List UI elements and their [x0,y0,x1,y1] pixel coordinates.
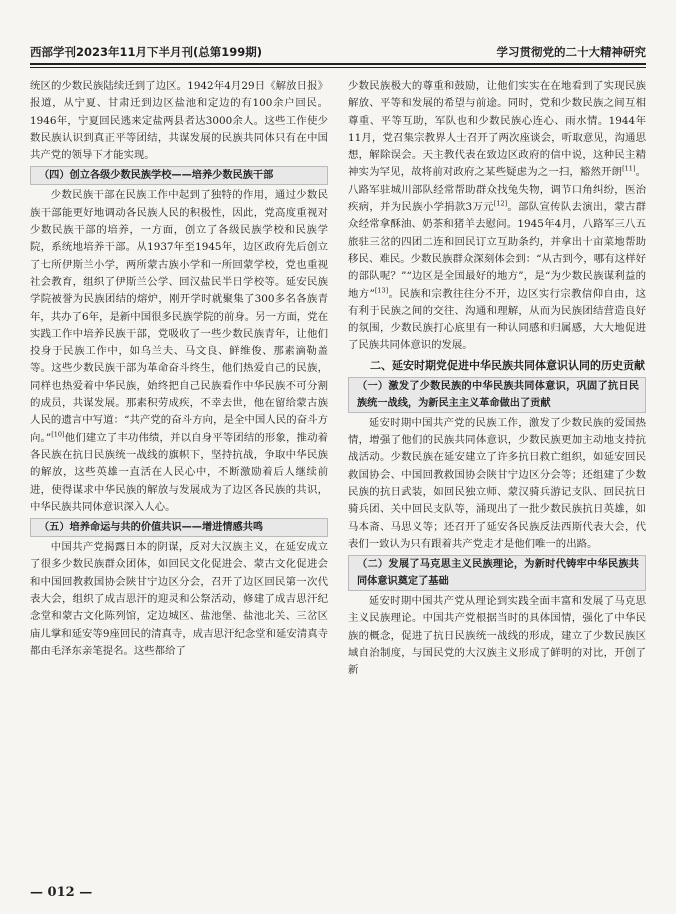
page-header [30,38,646,60]
text: 少数民族干部在民族工作中起到了独特的作用，通过少数民族干部能更好地调动各民族人民的积极性，因此，党高度重视对少数民族干部的培养，一方面，创立了各级民族学校和民族学院，系统地培养干部。从1937年至1945年，边区政府先后创立了七所伊斯兰小学，两所蒙古族小学和一所回蒙学校，党也重视社会教育，组织了伊斯兰公学、回汉盐民半日学校等。延安民族学院被誉为民族团结的熔炉，刚开学时就聚集了300多名各族青年，共办了6年，是新中国很多民族学院的前身。另一方面，党在实践工作中培养民族干部，党吸收了一些少数民族青年，让他们投身于民族工作中，如乌兰夫、马文良、鲜维俊、那素滴勒盖等。这些少数民族干部为革命奋斗终生，他们热爱自己的民族，同样也热爱着中华民族，始终把自己民族看作中华民族不可分割的成员，共谋发展。那素积劳成疾，不幸去世，他在留给蒙古族人民的遗言中写道：“共产党的奋斗方向，是全中国人民的奋斗方向。” [30,189,328,444]
text: 。民族和宗教往往分不开，边区实行宗教信仰自由，这有利于民族之间的交往、沟通和理解，从而为民族团结营造良好的氛围，少数民族打心底里有一种认同感和归属感，大大地促进了民族共同体意识的发展。 [348,287,647,352]
journal-title: 西部学刊2023年11月下半月刊(总第199期) [30,45,263,59]
column-title: 学习贯彻党的二十大精神研究 [496,45,646,59]
subsection-heading-5: （五）培养命运与共的价值共识——增进情感共鸣 [30,518,328,537]
page-number: — 012 — [30,885,93,900]
citation: [11] [622,165,636,174]
paragraph [30,187,328,516]
paragraph: 延安时期中国共产党的民族工作，激发了少数民族的爱国热情，增强了他们的民族共同体意识，少数民族更加主动地支持抗战活动。少数民族在延安建立了许多抗日救亡组织，如延安回民救国协会、中国回教救国协会陕甘宁边区分会等；还组建了少数民族的抗日武装，如回民独立师、蒙汉骑兵游记支队、回民抗日骑兵团、关中回民支队等，涌现出了一批少数民族抗日英雄，如马本斋、马思义等；还召开了延安各民族反法西斯代表大会，代表们一致认为只有跟着共产党走才是他们唯一的出路。 [348,416,646,550]
paragraph: 统区的少数民族陆续迁到了边区。1942年4月29日《解放日报》报道，从宁夏、甘肃迁到边区盐池和定边的有100余户回民。1946年，宁夏回民逃来定盐两县者达3000余人。这些工作使少数民族认识到真正平等团结，共谋发展的民族共同体只有在中国共产党的领导下才能实现。 [30,80,328,162]
paragraph: 中国共产党揭露日本的阴谋，反对大汉族主义，在延安成立了很多少数民族群众团体，如回民文化促进会、蒙古文化促进会和中国回教救国协会陕甘宁边区分会，召开了边区回民第一次代表大会，组织了成吉思汗的迎灵和公祭活动，修建了成吉思汗纪念堂和蒙古文化陈列馆，定边城区、盐池堡、盐池北关、三岔区庙儿掌和延安等9座回民的清真寺，成吉思汗纪念堂和延安清真寺都由毛泽东亲笔提名。这些都给了 [30,541,328,657]
left-column [30,78,328,660]
subsection-heading-4: （四）创立各级少数民族学校——培养少数民族干部 [30,166,328,185]
citation: [10] [51,430,65,439]
paragraph [348,78,646,355]
citation: [12] [493,199,508,208]
citation: [13] [374,286,389,295]
paragraph: 延安时期中国共产党从理论到实践全面丰富和发展了马克思主义民族理论。中国共产党根据当时的具体国情，强化了中华民族的概念，促进了抗日民族统一战线的形成，建立了少数民族区域自治制度，与国民党的大汉族主义形成了鲜明的对比，开创了新 [348,595,646,677]
header-rule [30,63,646,68]
subsection-heading-2: （二）发展了马克思主义民族理论，为新时代铸牢中华民族共同体意识奠定了基础 [348,555,646,591]
text: 。部队宣传队去演出，蒙古群众经常拿酥油、奶茶和猪羊去慰问。1945年4月，八路军三八五旅驻三岔的四团二连和回民订立互助条约，并拿出十亩菜地帮助移民、难民。少数民族群众深刻体会到：“从古到今，哪有这样好的部队呢？”“边区是全国最好的地方”，是“为少数民族谋利益的地方” [348,201,646,300]
right-column [348,78,646,680]
text: 。八路军驻城川部队经常帮助群众找兔失物，调节口角纠纷，医治疾病，并为民族小学捐款3万元 [348,166,647,214]
text: 他们建立了丰功伟绩，并以自身平等团结的形象，推动着各民族在抗日民族统一战线的旗帜下，坚持抗战，争取中华民族的解放，这些英雄一直活在人民心中，不断激励着后人继续前进，使得谋求中华民族的解放与发展成为了边区各民族的共识，中华民族共同体意识深入人心。 [30,431,328,513]
text: 少数民族极大的尊重和鼓励，让他们实实在在地看到了实现民族解放、平等和发展的希望与前途。同时，党和少数民族之间互相尊重、平等互助，军队也和少数民族心连心、雨水情。1944年11月，党召集宗教界人士召开了两次座谈会，听取意见，沟通思想，解除误会。天主教代表在致边区政府的信中说，这种民主精神实为罕见，故将前对政府之某些疑虑为之一扫，豁然开朗 [348,80,646,179]
subsection-heading-1: （一）激发了少数民族的中华民族共同体意识，巩固了抗日民族统一战线，为新民主主义革命做出了贡献 [348,377,646,413]
section-heading: 二、延安时期党促进中华民族共同体意识认同的历史贡献 [370,358,645,372]
